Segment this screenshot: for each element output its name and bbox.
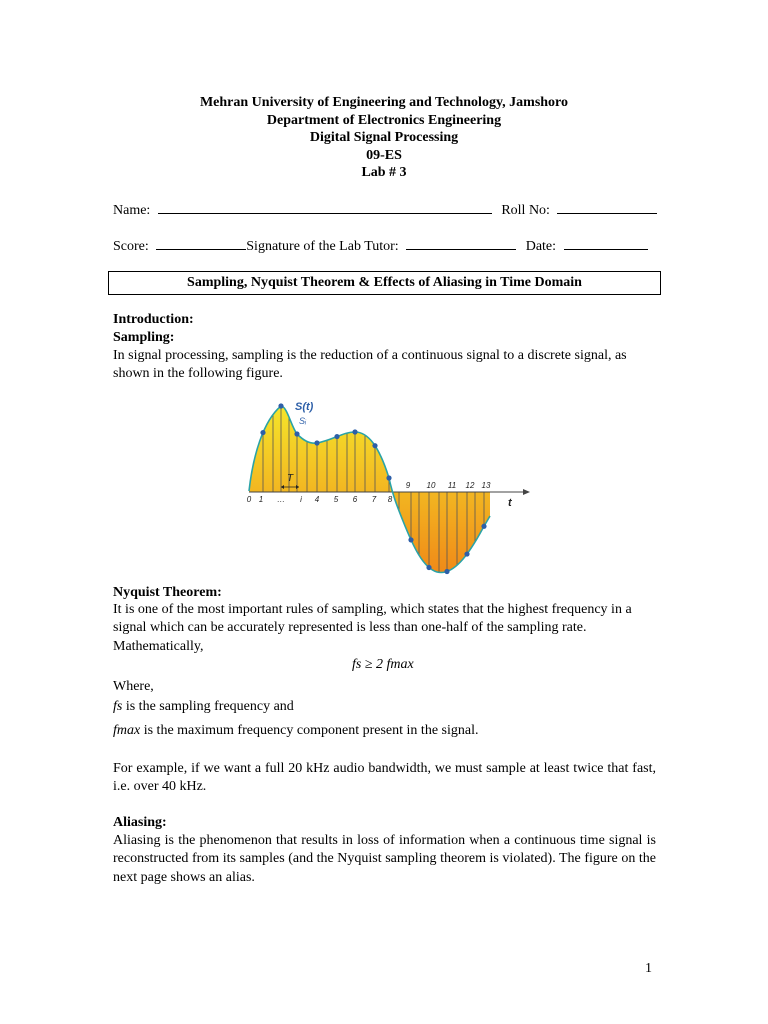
lab-number: Lab # 3 <box>361 165 407 180</box>
sample-point <box>386 475 391 480</box>
name-label: Name: <box>113 203 151 218</box>
roll-label: Roll No: <box>501 203 550 218</box>
tick-label: 12 <box>465 481 475 490</box>
sampling-heading: Sampling: <box>113 330 175 345</box>
introduction-heading: Introduction: <box>113 312 194 327</box>
fmax-definition-text: is the maximum frequency component present in the signal. <box>143 723 479 738</box>
fs-definition <box>113 698 656 716</box>
tick-label: … <box>277 495 285 504</box>
sample-point <box>294 431 299 436</box>
tick-label: 6 <box>352 495 358 504</box>
axis-arrow-icon <box>523 489 530 495</box>
date-field[interactable] <box>564 237 648 250</box>
tick-label: 1 <box>258 495 264 504</box>
tick-label: 5 <box>333 495 339 504</box>
where-label: Where, <box>113 679 154 694</box>
department-name: Department of Electronics Engineering <box>266 112 502 128</box>
sampling-figure-svg <box>243 396 533 588</box>
signature-field[interactable] <box>406 237 516 250</box>
sample-point <box>372 443 377 448</box>
nyquist-paragraph: It is one of the most important rules of sampling, which states that the highest frequency in a signal which can be accurately represented is less than one-half of the sampling rate. Mathematically, <box>113 602 632 654</box>
sample-label: Sᵢ <box>299 416 307 426</box>
aliasing-heading: Aliasing: <box>113 815 167 830</box>
score-field[interactable] <box>156 237 246 250</box>
nyquist-formula: fs ≥ 2 fmax <box>352 657 414 672</box>
course-name: Digital Signal Processing <box>309 130 459 145</box>
aliasing-paragraph: Aliasing is the phenomenon that results in loss of information when a continuous time signal is reconstructed from its samples (and the Nyquist sampling theorem is violated). The figure on the next page shows an alias. <box>113 833 656 885</box>
sample-point <box>352 429 357 434</box>
sample-point <box>444 569 449 574</box>
tick-label: 9 <box>405 481 411 490</box>
fmax-symbol: fmax <box>113 723 141 738</box>
tick-label: 7 <box>371 495 377 504</box>
tick-label: 13 <box>481 481 491 490</box>
roll-field[interactable] <box>557 201 657 214</box>
tick-label: 0 <box>246 495 252 504</box>
lab-title: Sampling, Nyquist Theorem & Effects of Aliasing in Time Domain <box>108 271 661 295</box>
signal-label: S(t) <box>295 401 314 413</box>
sample-point <box>408 537 413 542</box>
university-name: Mehran University of Engineering and Technology, Jamshoro <box>199 95 569 110</box>
date-label: Date: <box>525 239 557 254</box>
document-header <box>0 94 768 182</box>
page-number: 1 <box>645 961 652 976</box>
sampling-figure <box>243 396 533 593</box>
fs-symbol: fs <box>113 699 123 714</box>
score-label: Score: <box>113 239 149 254</box>
sample-point <box>314 440 319 445</box>
sample-point <box>481 524 486 529</box>
tick-label: 11 <box>447 481 457 490</box>
tick-label: 10 <box>426 481 436 490</box>
tick-label: i <box>300 495 302 504</box>
fmax-definition <box>113 722 656 740</box>
fs-definition-text: is the sampling frequency and <box>125 699 294 714</box>
sample-point <box>426 565 431 570</box>
tick-label: 4 <box>314 495 320 504</box>
signature-label: Signature of the Lab Tutor: <box>246 239 399 254</box>
name-roll-row <box>113 201 657 219</box>
batch-code: 09-ES <box>366 147 402 163</box>
nyquist-example: For example, if we want a full 20 kHz audio bandwidth, we must sample at least twice that fast, i.e. over 40 kHz. <box>113 761 656 795</box>
score-signature-row <box>113 237 648 255</box>
sampling-paragraph: In signal processing, sampling is the reduction of a continuous signal to a discrete signal, as shown in the following figure. <box>113 348 627 382</box>
tick-label: 8 <box>387 495 393 504</box>
nyquist-heading: Nyquist Theorem: <box>113 585 222 600</box>
axis-label: t <box>508 497 512 509</box>
sample-point <box>260 430 265 435</box>
period-label: T <box>287 473 294 484</box>
name-field[interactable] <box>158 201 492 214</box>
sample-point <box>278 403 283 408</box>
sample-point <box>334 434 339 439</box>
sample-point <box>464 551 469 556</box>
